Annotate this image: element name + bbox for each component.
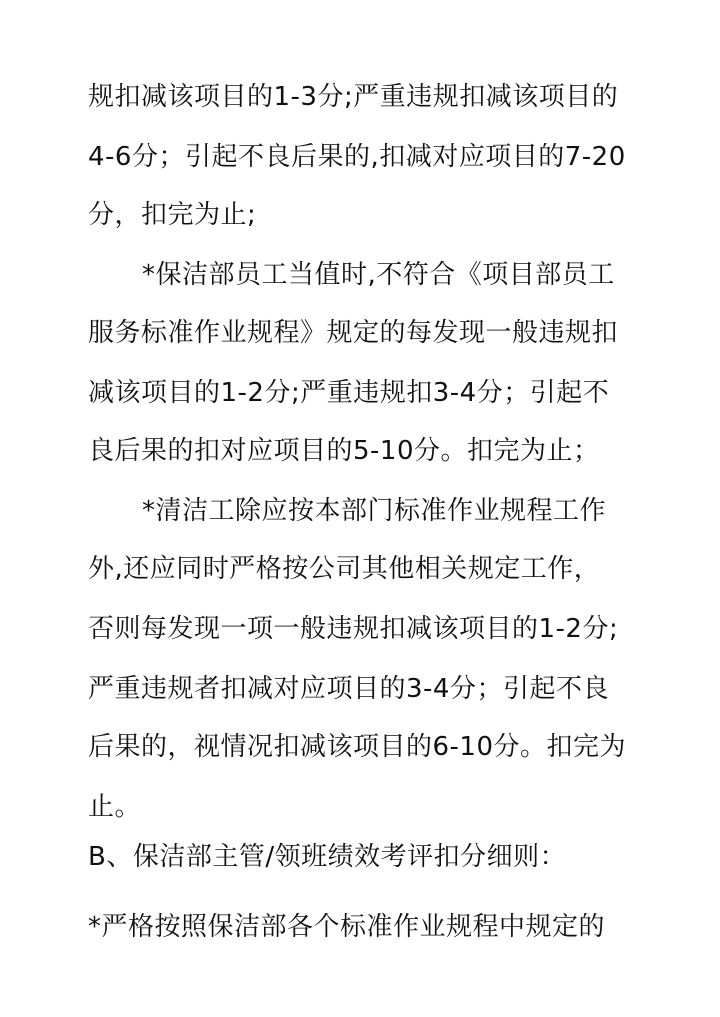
text-line: 外,还应同时严格按公司其他相关规定工作， xyxy=(88,554,601,584)
text-line: 规扣减该项目的1-3分;严重违规扣减该项目的 xyxy=(88,82,619,112)
text-line: 4-6分；引起不良后果的,扣减对应项目的7-20 xyxy=(88,142,626,172)
section-heading: B、保洁部主管/领班绩效考评扣分细则： xyxy=(88,842,567,872)
text-line: 减该项目的1-2分;严重违规扣3-4分；引起不 xyxy=(88,378,610,408)
text-line: *保洁部员工当值时,不符合《项目部员工 xyxy=(142,260,615,290)
text-line: 否则每发现一项一般违规扣减该项目的1-2分; xyxy=(88,614,619,644)
text-line: 严重违规者扣减对应项目的3-4分；引起不良 xyxy=(88,674,609,704)
text-line: *清洁工除应按本部门标准作业规程工作 xyxy=(142,496,607,526)
text-line: *严格按照保洁部各个标准作业规程中规定的 xyxy=(88,912,606,942)
text-line: 止。 xyxy=(88,792,142,822)
text-line: 良后果的扣对应项目的5-10分。扣完为止； xyxy=(88,436,600,466)
text-line: 分，扣完为止; xyxy=(88,200,257,230)
text-line: 后果的，视情况扣减该项目的6-10分。扣完为 xyxy=(88,732,627,762)
text-line: 服务标准作业规程》规定的每发现一般违规扣 xyxy=(88,318,619,348)
